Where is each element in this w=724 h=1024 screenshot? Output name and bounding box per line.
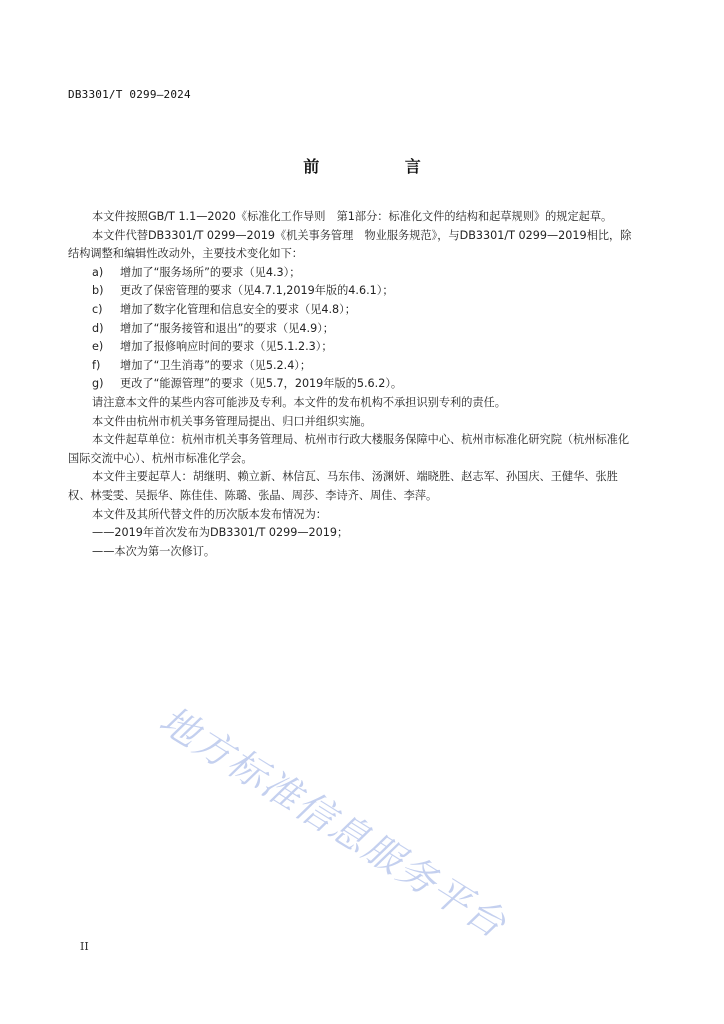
version-history-item: ——2019年首次发布为DB3301/T 0299—2019； — [92, 526, 349, 540]
drafting-units: 本文件起草单位：杭州市机关事务管理局、杭州市行政大楼服务保障中心、杭州市标准化研究院（杭州标准化国际交流中心）、杭州市标准化学会。 — [68, 433, 630, 465]
page-number: II — [80, 940, 89, 953]
change-label: d) — [92, 321, 104, 335]
main-drafters: 本文件主要起草人：胡继明、赖立新、林信瓦、马东伟、汤渊妍、端晓胜、赵志军、孙国庆、王健华、张胜权、林雯雯、吴振华、陈佳佳、陈璐、张晶、周莎、李诗齐、周佳、李萍。 — [68, 470, 618, 502]
change-item-g — [68, 375, 640, 394]
version-history-intro: 本文件及其所代替文件的历次版本发布情况为： — [92, 507, 327, 521]
version-history-item: ——本次为第一次修订。 — [92, 544, 216, 558]
change-text: 更改了“能源管理”的要求（见5.7，2019年版的5.6.2）。 — [120, 377, 403, 391]
change-label: c) — [92, 302, 103, 316]
change-item-d — [68, 320, 640, 339]
change-label: f) — [92, 358, 101, 372]
watermark: 地方标准信息服务平台 — [151, 697, 515, 947]
change-item-a — [68, 264, 640, 283]
patent-notice: 请注意本文件的某些内容可能涉及专利。本文件的发布机构不承担识别专利的责任。 — [92, 395, 506, 409]
change-item-c — [68, 301, 640, 320]
change-label: g) — [92, 377, 104, 391]
change-item-e — [68, 338, 640, 357]
change-text: 增加了“服务场所”的要求（见4.3）； — [120, 265, 301, 279]
change-text: 增加了“服务接管和退出”的要求（见4.9）； — [120, 321, 334, 335]
change-text: 更改了保密管理的要求（见4.7.1,2019年版的4.6.1）； — [120, 284, 394, 298]
proposer-statement: 本文件由杭州市机关事务管理局提出、归口并组织实施。 — [92, 414, 372, 428]
change-label: a) — [92, 265, 104, 279]
foreword-body — [68, 208, 640, 561]
change-item-b — [68, 282, 640, 301]
change-text: 增加了报修响应时间的要求（见5.1.2.3）； — [120, 340, 333, 354]
paragraph-replacement: 本文件代替DB3301/T 0299—2019《机关事务管理 物业服务规范》，与DB3301/T 0299—2019相比，除结构调整和编辑性改动外，主要技术变化如下： — [68, 228, 632, 261]
document-code: DB3301/T 0299—2024 — [68, 88, 191, 101]
change-text: 增加了“卫生消毒”的要求（见5.2.4）； — [120, 358, 312, 372]
change-label: b) — [92, 284, 104, 298]
page-title: 前 言 — [303, 157, 461, 176]
change-label: e) — [92, 340, 104, 354]
change-text: 增加了数字化管理和信息安全的要求（见4.8）； — [120, 302, 356, 316]
change-item-f — [68, 357, 640, 376]
paragraph-drafting-basis: 本文件按照GB/T 1.1—2020《标准化工作导则 第1部分：标准化文件的结构和起草规则》的规定起草。 — [92, 210, 613, 223]
